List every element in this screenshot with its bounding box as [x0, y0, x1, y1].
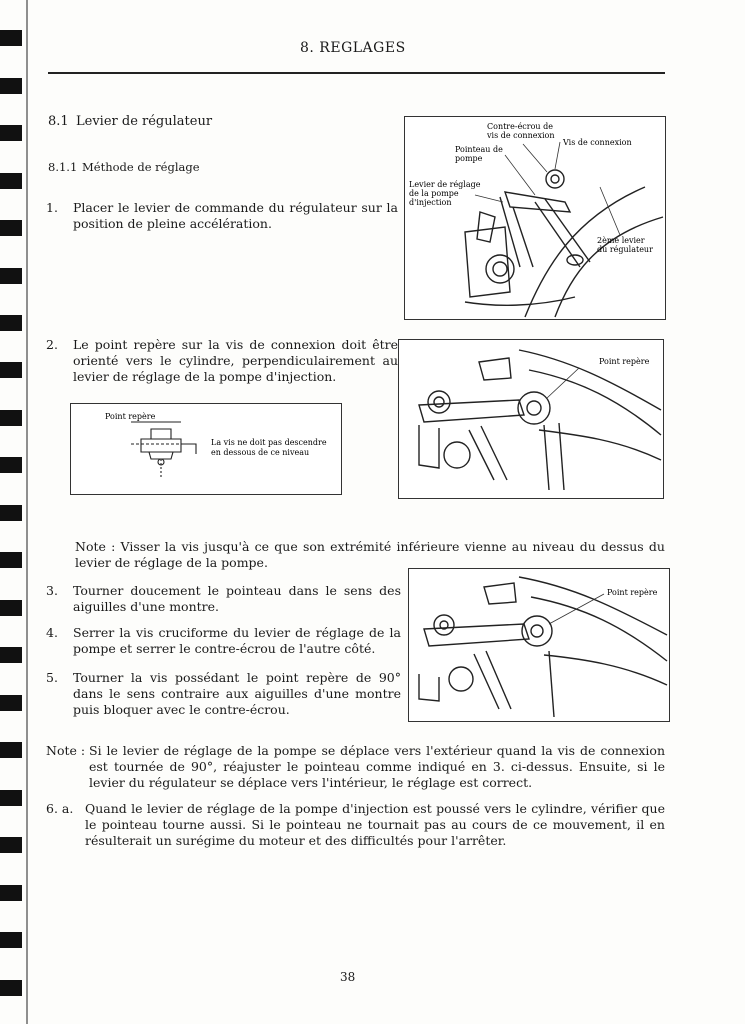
figure-governor-lever [404, 116, 666, 320]
inset-caption-line2: en dessous de ce niveau [211, 448, 310, 457]
step-number: 2. [46, 337, 58, 352]
page-title: 8. REGLAGES [300, 40, 406, 56]
step6-text: Quand le levier de réglage de la pompe d'injection est poussé vers le cylindre, vérifier que le pointeau tourne aussi. Si le pointeau ne tournait pas au cours de ce mouvement, il en résulterait un surégime du moteur et des difficultés pour l'arrêter. [85, 801, 665, 848]
step-text: Serrer la vis cruciforme du levier de réglage de la pompe et serrer le contre-écrou de l'autre côté. [73, 625, 401, 656]
label-second-lever: 2ème levier [597, 236, 645, 245]
header-divider [48, 72, 665, 74]
section-number: 8.1 [48, 114, 69, 129]
label-levier-3: d'injection [409, 198, 452, 207]
inset-label-point-repere: Point repère [105, 412, 156, 421]
governor-lever-drawing [405, 117, 665, 319]
linkage-drawing-1 [399, 340, 663, 498]
note-screw-level: Note : Visser la vis jusqu'à ce que son extrémité inférieure vienne au niveau du dessus du levier de réglage de la pompe. [75, 539, 665, 570]
label-vis-connexion: Vis de connexion [563, 138, 632, 147]
step-text: Tourner la vis possédant le point repère de 90° dans le sens contraire aux aiguilles d'une montre puis bloquer avec le contre-écrou. [73, 670, 401, 717]
subsection-title: Méthode de réglage [82, 160, 200, 174]
label-point-repere-2: Point repère [607, 588, 658, 597]
label-levier: Levier de réglage [409, 180, 481, 189]
step-number: 4. [46, 625, 58, 640]
label-contre-ecrou-2: vis de connexion [487, 131, 555, 140]
screw-level-drawing [71, 404, 341, 494]
section-title: Levier de régulateur [76, 114, 213, 129]
label-second-lever-2: du régulateur [597, 245, 653, 254]
step6-number: 6. a. [46, 801, 74, 816]
inset-caption-line1: La vis ne doit pas descendre [211, 438, 327, 447]
step-number: 5. [46, 670, 58, 685]
step-text: Le point repère sur la vis de connexion doit être orienté vers le cylindre, perpendiculairement au levier de réglage de la pompe d'injection. [73, 337, 398, 384]
note2-label: Note : [46, 743, 86, 758]
label-levier-2: de la pompe [409, 189, 459, 198]
step-number: 1. [46, 200, 58, 215]
binding-edge [0, 0, 30, 1024]
figure-point-repere-bottom [408, 568, 670, 722]
step-text: Tourner doucement le pointeau dans le sens des aiguilles d'une montre. [73, 583, 401, 614]
label-pointeau-2: pompe [455, 154, 483, 163]
note2-text: Si le levier de réglage de la pompe se déplace vers l'extérieur quand la vis de connexion est tournée de 90°, réajuster le pointeau comme indiqué en 3. ci-dessus. Ensuite, si le levier du régulateur se déplace vers l'intérieur, le réglage est correct. [89, 743, 665, 790]
label-pointeau: Pointeau de [455, 145, 503, 154]
subsection-number: 8.1.1 [48, 160, 78, 174]
label-point-repere-1: Point repère [599, 357, 650, 366]
linkage-drawing-2 [409, 569, 669, 721]
page-number: 38 [340, 970, 356, 984]
step-text: Placer le levier de commande du régulateur sur la position de pleine accélération. [73, 200, 398, 231]
step-number: 3. [46, 583, 58, 598]
label-contre-ecrou: Contre-écrou de [487, 122, 553, 131]
inset-screw-level [70, 403, 342, 495]
figure-point-repere-top [398, 339, 664, 499]
